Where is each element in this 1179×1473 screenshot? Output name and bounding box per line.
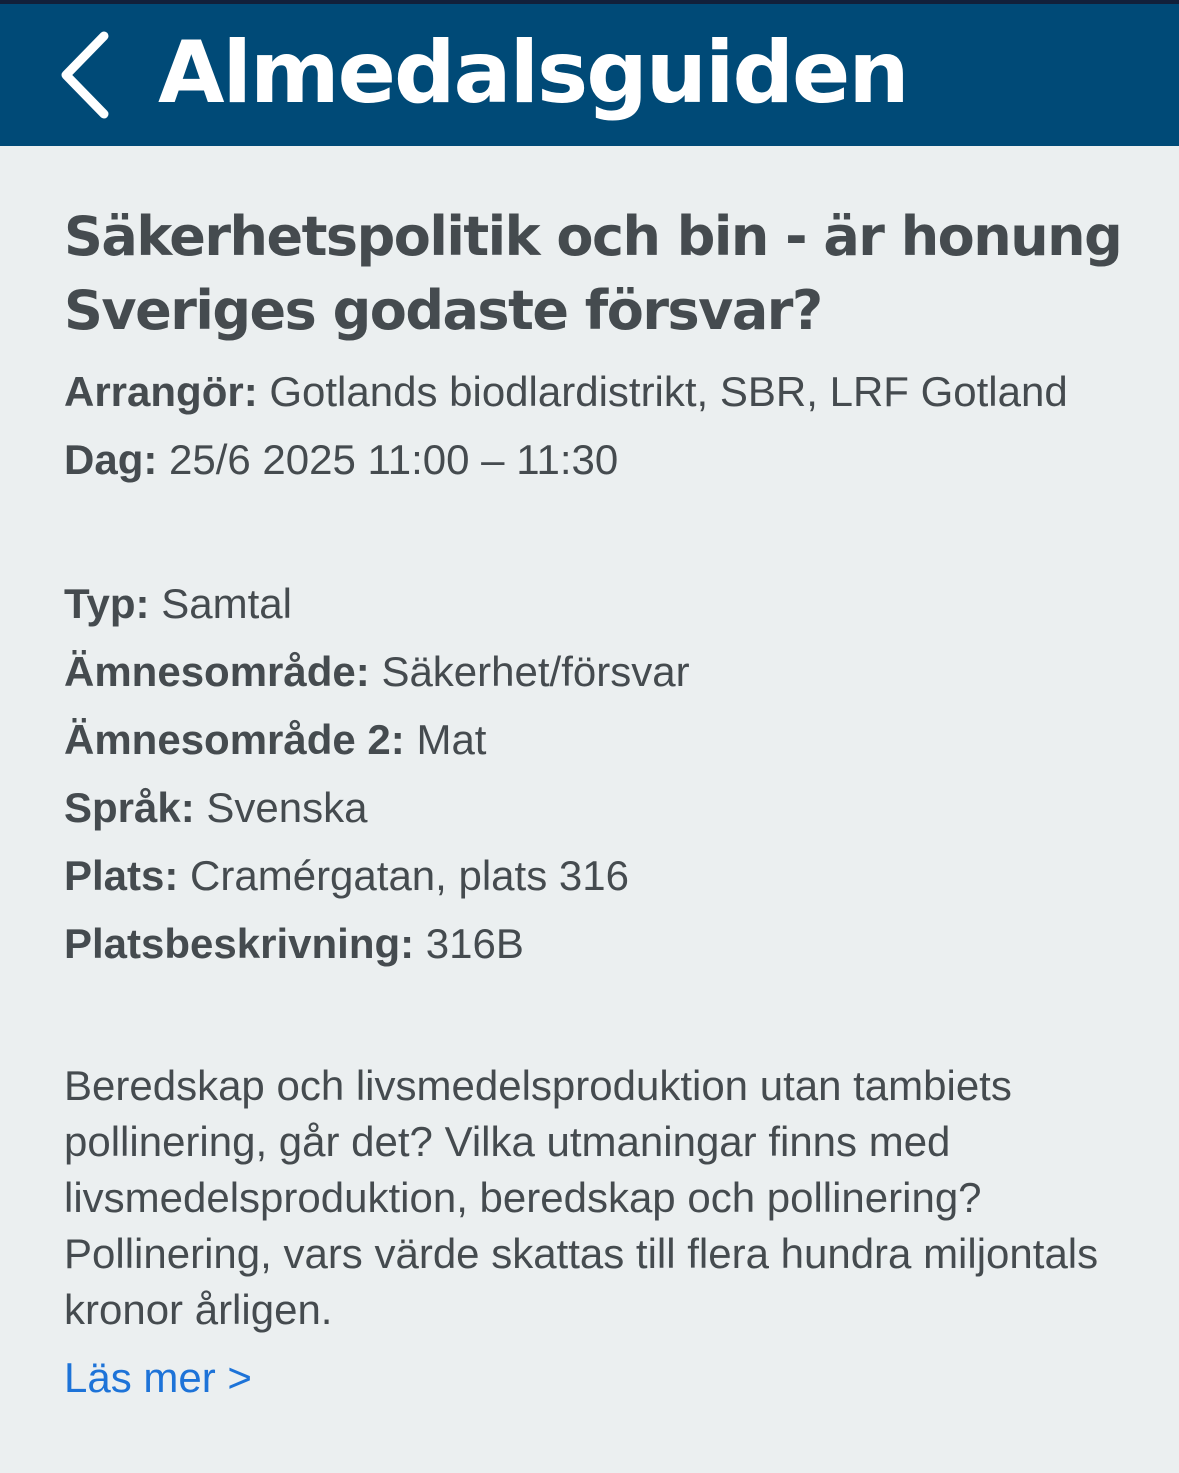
type-value: Samtal <box>161 580 292 627</box>
arranger-value: Gotlands biodlardistrikt, SBR, LRF Gotland <box>269 368 1068 415</box>
topic-row <box>64 638 1134 706</box>
language-value: Svenska <box>206 784 368 831</box>
header-top-edge <box>0 0 1179 4</box>
topic-label: Ämnesområde: <box>64 648 370 695</box>
day-label: Dag: <box>64 436 158 483</box>
place-description-value: 316B <box>425 920 524 967</box>
event-metadata <box>64 570 1134 978</box>
topic-value: Säkerhet/försvar <box>381 648 690 695</box>
event-details <box>64 200 1134 1406</box>
day-row <box>64 432 1134 488</box>
arranger-row <box>64 364 1134 420</box>
app-title: Almedalsguiden <box>158 23 908 123</box>
arranger-label: Arrangör: <box>64 368 258 415</box>
place-label: Plats: <box>64 852 179 899</box>
chevron-left-icon <box>40 20 130 130</box>
app-header <box>0 0 1179 146</box>
place-row <box>64 842 1134 910</box>
day-value: 25/6 2025 11:00 – 11:30 <box>169 436 619 483</box>
topic2-label: Ämnesområde 2: <box>64 716 405 763</box>
place-value: Cramérgatan, plats 316 <box>190 852 629 899</box>
language-label: Språk: <box>64 784 195 831</box>
place-description-row <box>64 910 1134 978</box>
place-description-label: Platsbeskrivning: <box>64 920 415 967</box>
event-title: Säkerhetspolitik och bin - är honung Sveriges godaste försvar? <box>64 205 1122 342</box>
read-more-link[interactable]: Läs mer > <box>64 1354 252 1401</box>
topic2-value: Mat <box>416 716 487 763</box>
back-button[interactable] <box>40 20 130 130</box>
type-row <box>64 570 1134 638</box>
event-description: Beredskap och livsmedelsproduktion utan tambiets pollinering, går det? Vilka utmaningar finns med livsmedelsproduktion, beredskap och pollinering? Pollinering, vars värde skattas till flera hundra miljontals kronor årligen. <box>64 1062 1099 1333</box>
type-label: Typ: <box>64 580 150 627</box>
topic2-row <box>64 706 1134 774</box>
language-row <box>64 774 1134 842</box>
